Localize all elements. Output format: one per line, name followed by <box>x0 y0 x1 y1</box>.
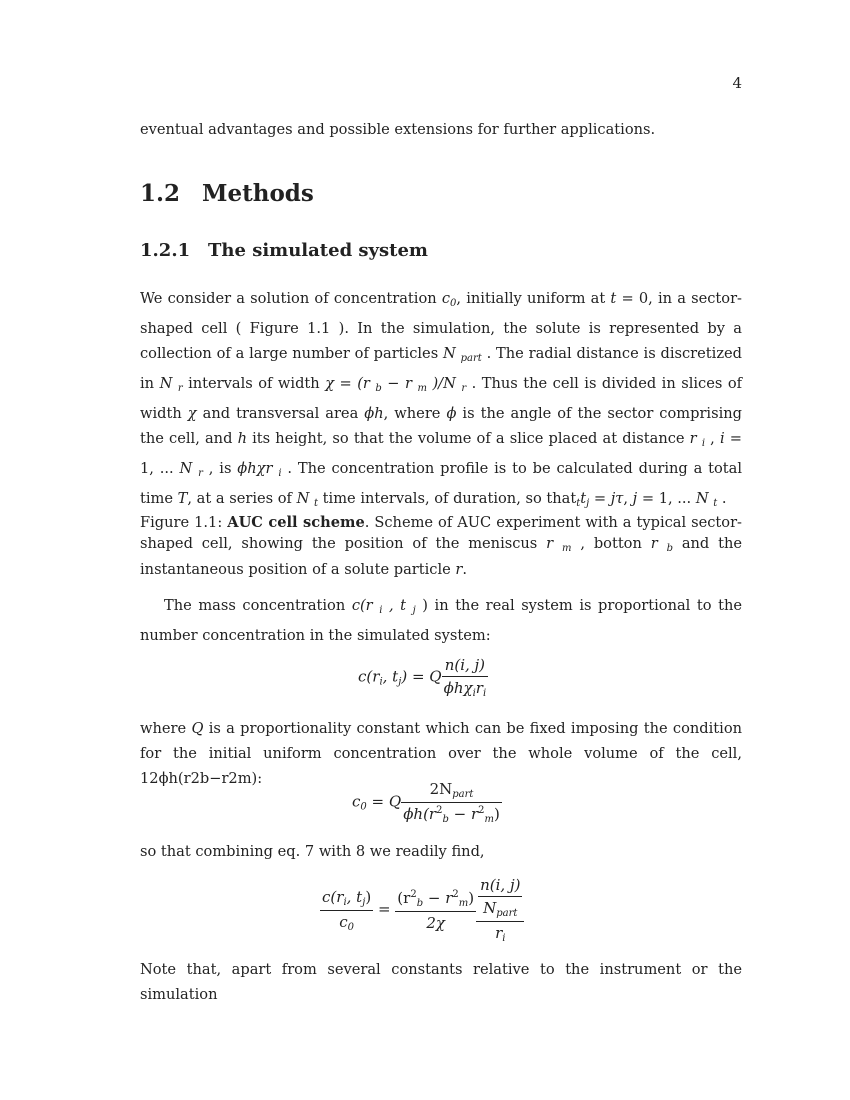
caption-label: Figure 1.1: <box>140 514 228 531</box>
caption-title: AUC cell scheme <box>227 514 365 531</box>
section-number: 1.2 <box>140 180 181 207</box>
paragraph-combining: so that combining eq. 7 with 8 we readily find, <box>140 843 485 860</box>
paragraph-mass-concentration: The mass concentration c(r $_i$ , t $_j$ ) in the real system is proportional to the number concentration in the simulated system: <box>140 597 743 644</box>
section-title: Methods <box>202 180 314 207</box>
page-number: 4 <box>732 74 742 92</box>
figure-caption: Figure 1.1: AUC cell scheme. Scheme of AUC experiment with a typical sector-shaped cell, showing the position of the meniscus r $_m$ , botton r $_b$ and the instantaneous position of a solute particle r. <box>140 514 743 578</box>
paragraph-simulated-system: We consider a solution of concentration $c_0$, initially uniform at t = 0, in a sector-shaped cell ( Figure 1.1 ). In the simulation, the solute is represented by a collection of a large number of particles N $_{part}$ . The radial distance is discretized in N $_r$ intervals of width χ = (r $_b$ − r $_m$ )/N $_r$ . Thus the cell is divided in slices of width χ and transversal area ϕh, where ϕ is the angle of the sector comprising the cell, and h its height, so that the volume of a slice placed at distance r $_i$ , i = 1, ... N $_r$ , is ϕhχr $_i$ . The concentration profile is to be calculated during a total time T, at a series of N $_t$ time intervals, of duration, so $that_tt_j = j\tau$, j = 1, ... N $_t$ . <box>140 290 743 509</box>
section-heading <box>140 180 314 207</box>
paragraph-note: Note that, apart from several constants relative to the instrument or the simulation <box>140 961 742 1003</box>
subsection-heading <box>140 240 428 261</box>
equation-initial-concentration: $c_0 = Q$ $\frac{2N_{part}}{\phi h(r^2_b - r^2_m)}$ <box>352 780 500 825</box>
subsection-title: The simulated system <box>208 240 428 261</box>
equation-normalized-concentration: $\frac{c(r_i, t_j)}{c_0}$ = $\frac{(r^2_b - r^2_m)}{2\chi}$ $\frac{\frac{n(i, j)}{N_{part}}}{r_i}$ <box>320 876 524 944</box>
equation-concentration: $c(r_i$, $t_j) = Q$ $\frac{n(i, j)}{\phi h\chi_ir_i}$ <box>358 656 487 699</box>
intro-line: eventual advantages and possible extensions for further applications. <box>140 121 656 138</box>
subsection-number: 1.2.1 <box>140 240 191 261</box>
paragraph-proportionality: where Q is a proportionality constant which can be fixed imposing the condition for the initial uniform concentration over the whole volume of the cell, 12ϕh(r2b−r2m): <box>140 720 742 787</box>
